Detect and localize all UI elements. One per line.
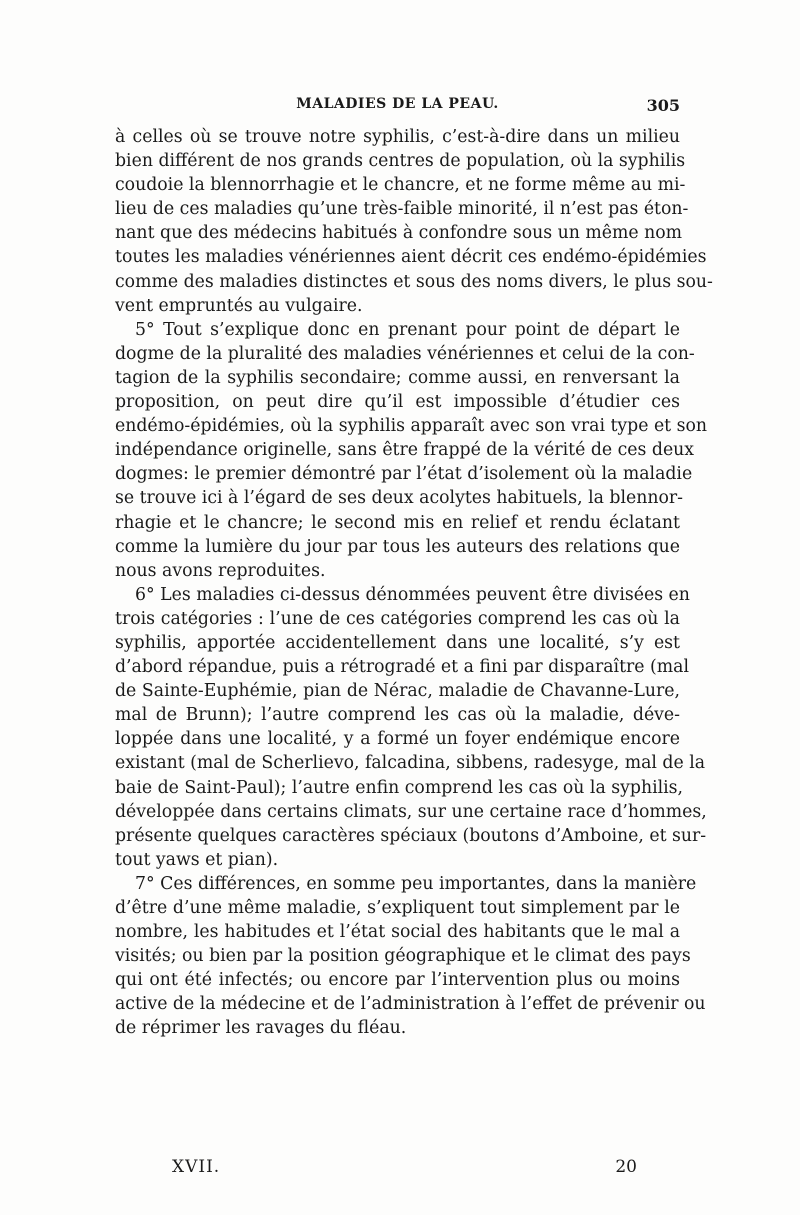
text-line: qui ont été infectés; ou encore par l’intervention plus ou moins: [115, 970, 680, 991]
text-line: rhagie et le chancre; le second mis en relief et rendu éclatant: [115, 512, 680, 533]
text-line: tout yaws et pian).: [115, 849, 279, 870]
text-line: de Sainte-Euphémie, pian de Nérac, maladie de Chavanne-Lure,: [115, 681, 680, 702]
body-text: [115, 125, 713, 1041]
text-line: indépendance originelle, sans être frappé de la vérité de ces deux: [115, 440, 695, 461]
text-line: baie de Saint-Paul); l’autre enfin comprend les cas où la syphilis,: [115, 777, 684, 798]
text-line: vent empruntés au vulgaire.: [115, 295, 363, 316]
text-line: dogme de la pluralité des maladies vénériennes et celui de la con-: [115, 343, 695, 364]
text-line: dogmes: le premier démontré par l’état d’isolement où la maladie: [115, 464, 693, 485]
text-line: trois catégories : l’une de ces catégories comprend les cas où la: [115, 608, 680, 629]
text-line: loppée dans une localité, y a formé un foyer endémique encore: [115, 729, 680, 750]
text-line: nombre, les habitudes et l’état social des habitants que le mal a: [115, 922, 680, 943]
running-title: MALADIES DE LA PEAU.: [296, 96, 499, 112]
text-line: coudoie la blennorrhagie et le chancre, et ne forme même au mi-: [115, 175, 686, 196]
text-line: à celles où se trouve notre syphilis, c’est-à-dire dans un milieu: [115, 127, 680, 147]
text-line: bien différent de nos grands centres de population, où la syphilis: [115, 151, 686, 172]
text-line: endémo-épidémies, où la syphilis apparaît avec son vrai type et son: [115, 416, 708, 437]
text-line: existant (mal de Scherlievo, falcadina, sibbens, radesyge, mal de la: [115, 753, 706, 774]
text-line: nant que des médecins habitués à confondre sous un même nom: [115, 223, 682, 244]
text-line: lieu de ces maladies qu’une très-faible minorité, il n’est pas éton-: [115, 199, 689, 220]
text-line: comme la lumière du jour par tous les auteurs des relations que: [115, 536, 680, 557]
signature-mark: XVII.: [172, 1157, 221, 1177]
page-footer: [172, 1157, 637, 1181]
text-line: proposition, on peut dire qu’il est impossible d’étudier ces: [115, 392, 680, 413]
text-line: présente quelques caractères spéciaux (boutons d’Amboine, et sur-: [115, 825, 707, 846]
text-line: d’abord répandue, puis a rétrogradé et a fini par disparaître (mal: [115, 657, 689, 678]
text-line: de réprimer les ravages du fléau.: [115, 1018, 407, 1039]
text-line: comme des maladies distinctes et sous des noms divers, le plus sou-: [115, 271, 713, 292]
text-line: syphilis, apportée accidentellement dans une localité, s’y est: [115, 632, 680, 653]
text-line: se trouve ici à l’égard de ses deux acolytes habituels, la blennor-: [115, 488, 683, 509]
text-line: 7° Ces différences, en somme peu importantes, dans la manière: [135, 873, 697, 894]
running-head: [115, 96, 680, 120]
text-line: toutes les maladies vénériennes aient décrit ces endémo-épidémies: [115, 247, 707, 268]
text-line: active de la médecine et de l’administration à l’effet de prévenir ou: [115, 994, 706, 1015]
page-number: 305: [646, 96, 680, 115]
text-line: d’être d’une même maladie, s’expliquent tout simplement par le: [115, 898, 680, 918]
text-line: visités; ou bien par la position géographique et le climat des pays: [115, 946, 691, 967]
text-line: 5° Tout s’explique donc en prenant pour point de départ le: [135, 319, 680, 340]
text-line: 6° Les maladies ci-dessus dénommées peuvent être divisées en: [135, 584, 690, 605]
text-line: tagion de la syphilis secondaire; comme aussi, en renversant la: [115, 367, 680, 388]
text-line: développée dans certains climats, sur une certaine race d’hommes,: [115, 801, 707, 822]
text-line: mal de Brunn); l’autre comprend les cas où la maladie, déve-: [115, 705, 680, 726]
text-line: nous avons reproduites.: [115, 560, 326, 581]
sheet-number: 20: [615, 1157, 637, 1177]
